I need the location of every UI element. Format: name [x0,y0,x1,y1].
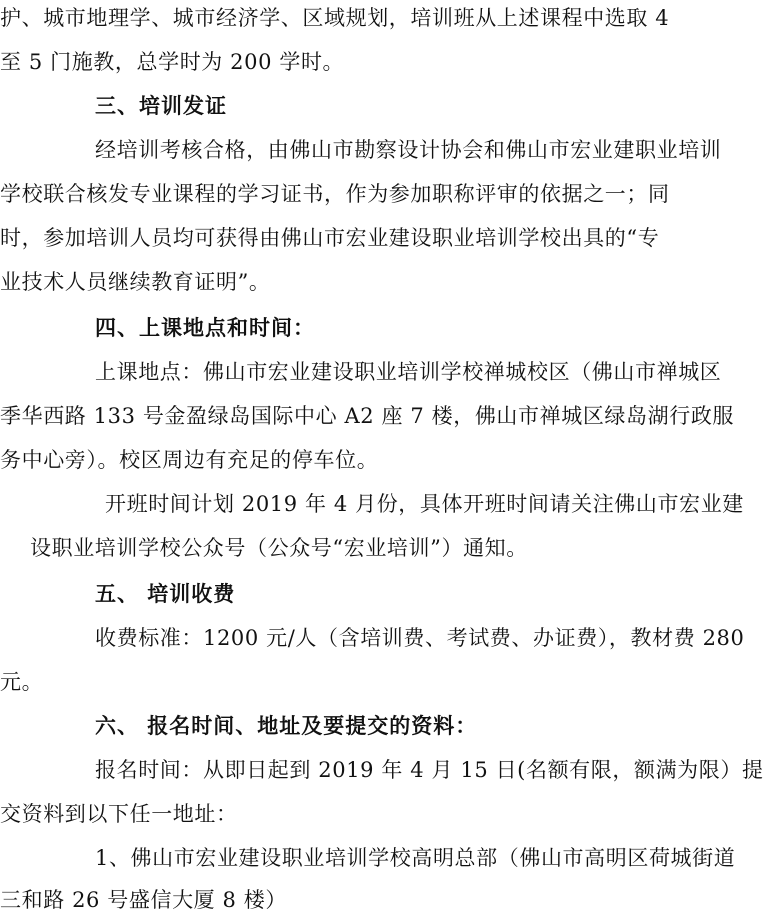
text-line: 至 5 门施教，总学时为 200 学时。 [0,50,345,74]
section-heading-6: 六、 报名时间、地址及要提交的资料： [95,714,478,738]
text-line: 开班时间计划 2019 年 4 月份，具体开班时间请关注佛山市宏业建 [105,492,744,516]
text-line: 上课地点：佛山市宏业建设职业培训学校禅城校区（佛山市禅城区 [95,360,722,384]
text-line: 季华西路 133 号金盈绿岛国际中心 A2 座 7 楼，佛山市禅城区绿岛湖行政服 [0,404,735,428]
text-line: 元。 [0,670,44,694]
text-line: 1、佛山市宏业建设职业培训学校高明总部（佛山市高明区荷城街道 [95,846,736,870]
text-line: 报名时间：从即日起到 2019 年 4 月 15 日(名额有限，额满为限）提 [95,758,764,782]
text-line: 护、城市地理学、城市经济学、区域规划，培训班从上述课程中选取 4 [0,6,670,30]
text-line: 学校联合核发专业课程的学习证书，作为参加职称评审的依据之一；同 [0,182,670,206]
text-line: 交资料到以下任一地址： [0,802,238,826]
text-line: 设职业培训学校公众号（公众号“宏业培训”）通知。 [30,536,528,560]
section-heading-3: 三、培训发证 [95,94,227,118]
text-line: 时，参加培训人员均可获得由佛山市宏业建设职业培训学校出具的“专 [0,226,660,250]
section-heading-4: 四、上课地点和时间： [95,316,315,340]
text-line: 收费标准：1200 元/人（含培训费、考试费、办证费），教材费 280 [95,626,745,650]
text-line: 三和路 26 号盛信大厦 8 楼） [0,888,287,912]
text-line: 务中心旁）。校区周边有充足的停车位。 [0,448,379,472]
text-line: 经培训考核合格，由佛山市勘察设计协会和佛山市宏业建职业培训 [95,138,722,162]
text-line: 业技术人员继续教育证明”。 [0,270,271,294]
section-heading-5: 五、 培训收费 [95,582,236,606]
